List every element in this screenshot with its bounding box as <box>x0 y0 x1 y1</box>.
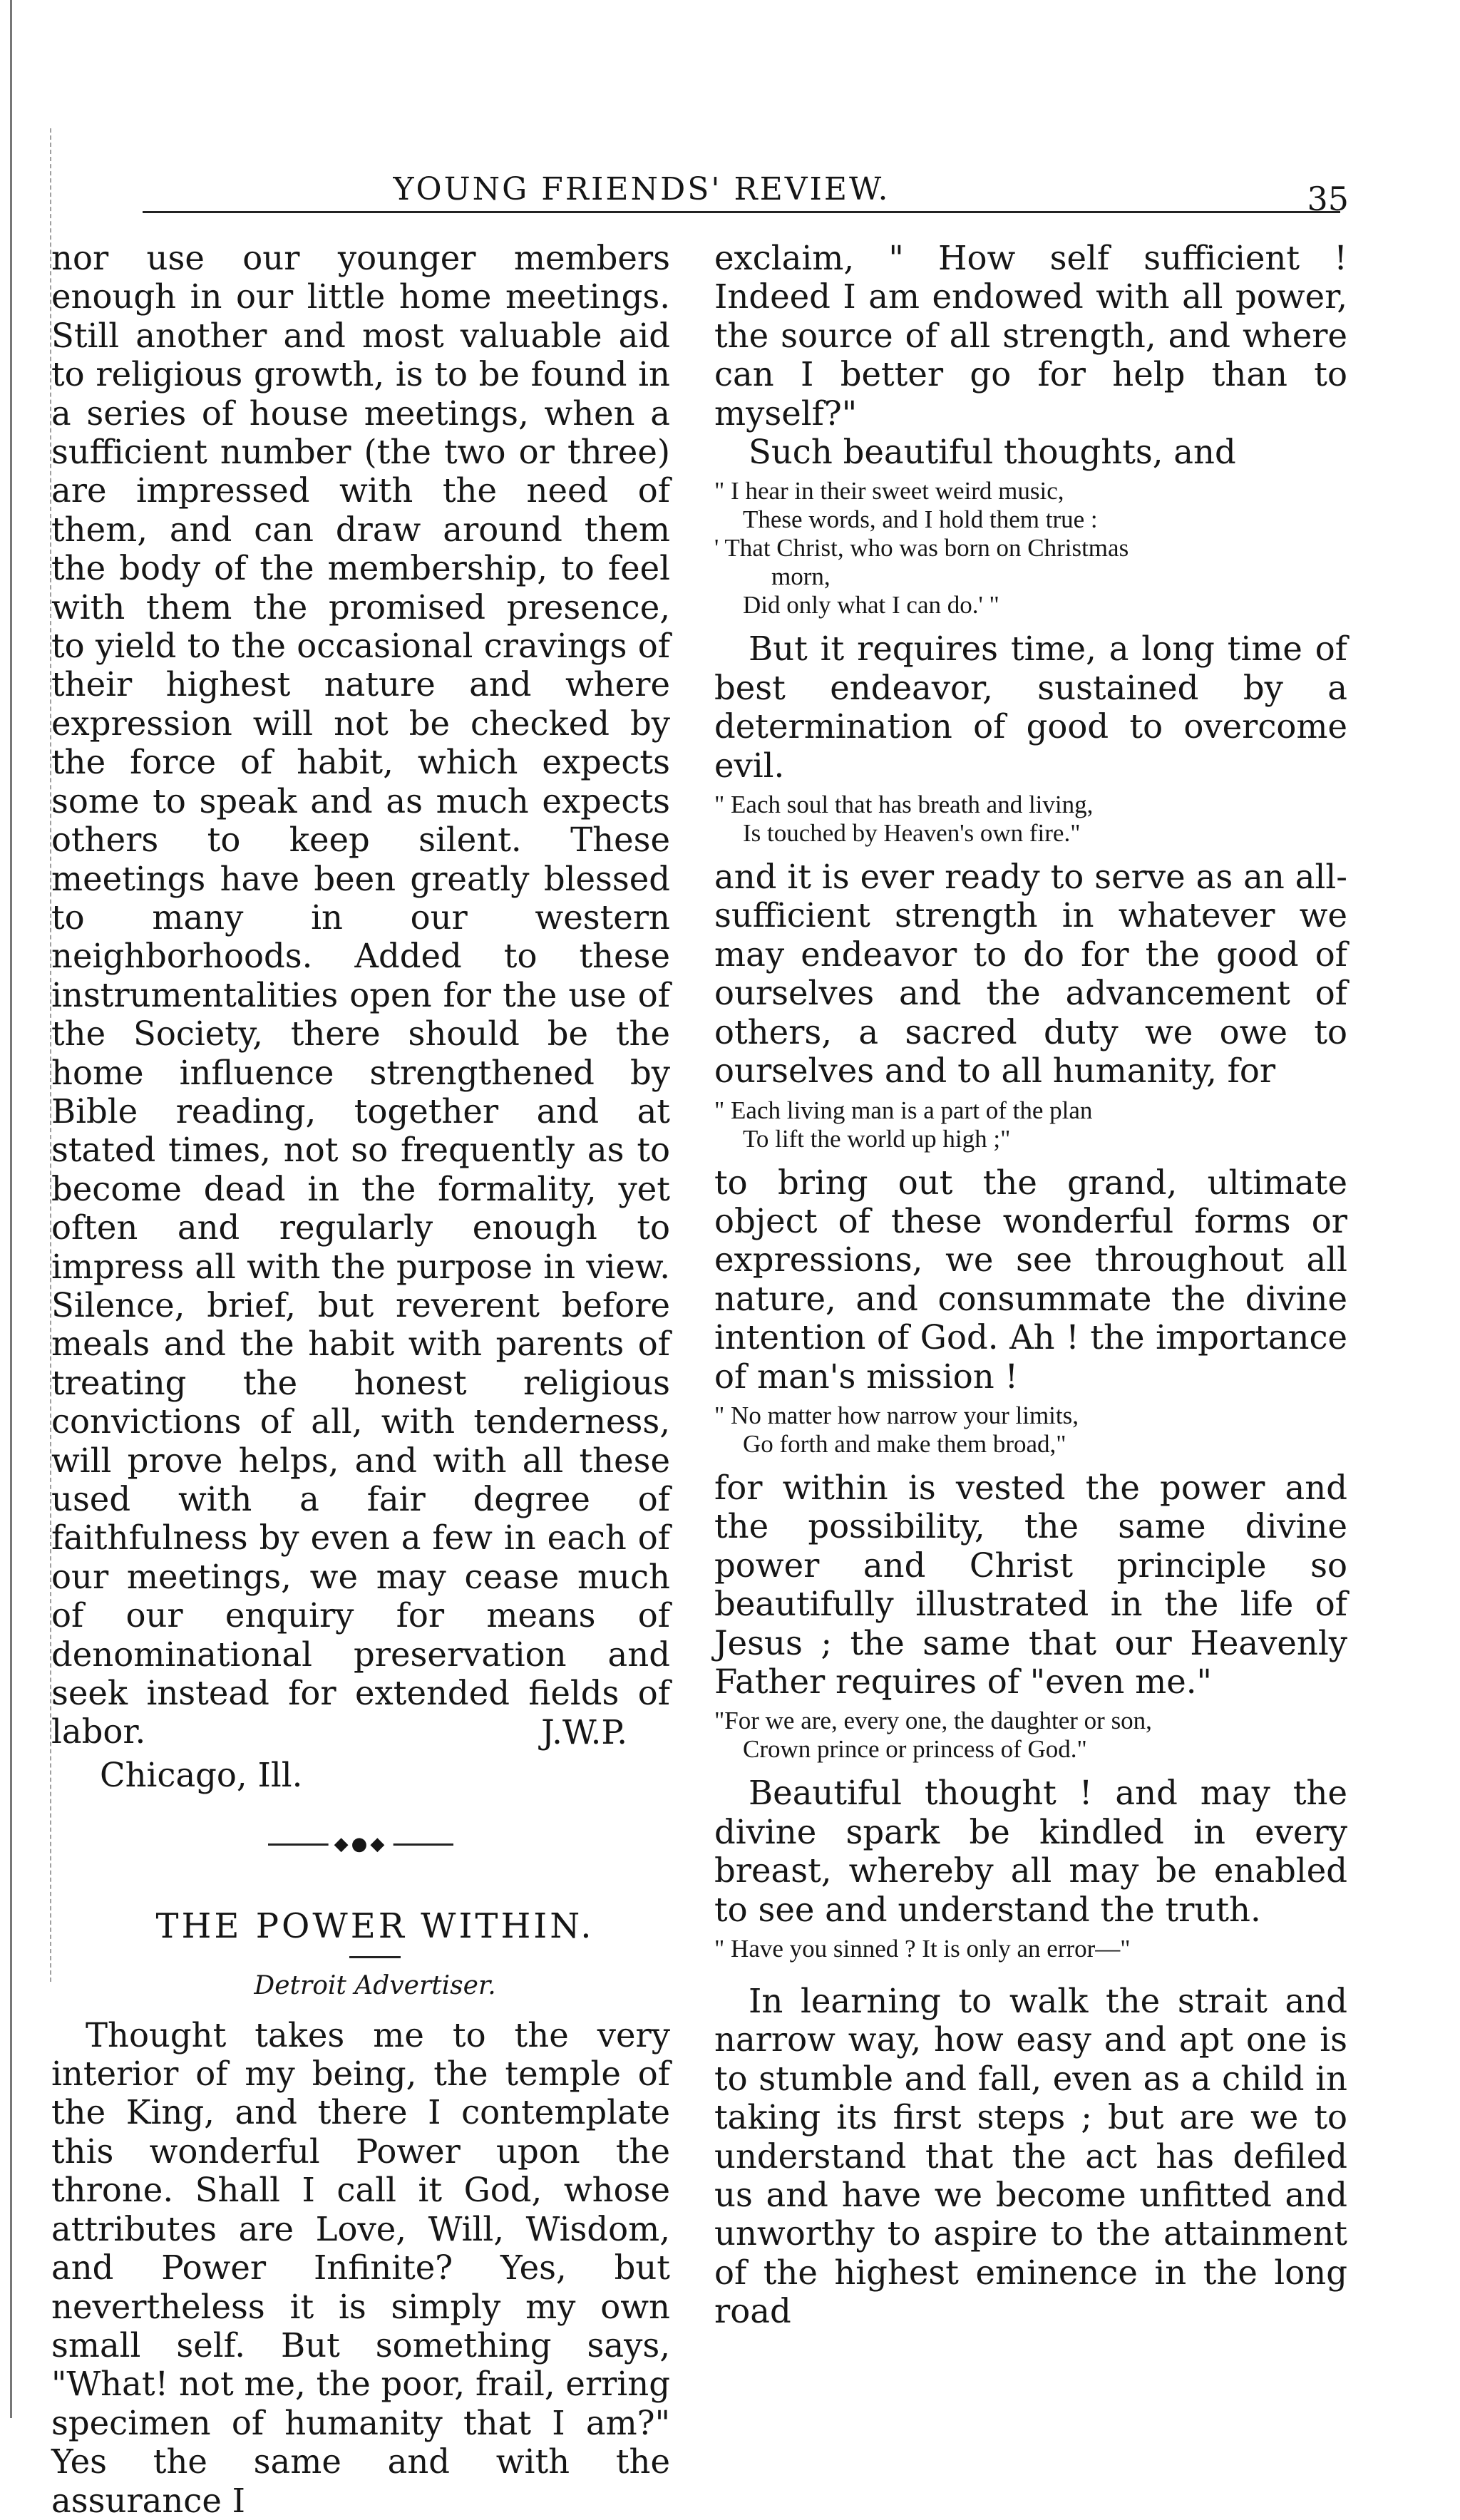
verse-quote-1 <box>714 477 1347 619</box>
left-column <box>51 239 670 2520</box>
verse-line: Is touched by Heaven's own fire." <box>743 819 1081 848</box>
page-number: 35 <box>1307 180 1349 218</box>
verse-line: " I hear in their sweet weird music, <box>714 477 1064 505</box>
scan-margin-artifact <box>0 128 51 1982</box>
verse-quote-2 <box>714 791 1347 848</box>
article-title: THE POWER WITHIN. <box>155 1906 595 1946</box>
signature-text: J.W.P. <box>541 1712 627 1752</box>
right-paragraph-1: exclaim, " How self sufficient ! Indeed I am endowed with all power, the source of all strength, and where can I better go for help than to myself?" <box>714 239 1347 433</box>
spacer <box>714 1973 1347 1982</box>
left-paragraph-2: Thought takes me to the very interior of my being, the temple of the King, and there I contemplate this wonderful Power upon the throne. Shall I call it God, whose attributes are Love, Will, Wisdom, and Power Infinite? Yes, but nevertheless it is simply my own small self. But something says, "What! not me, the poor, frail, erring specimen of humanity that I am?" Yes the same and with the assurance I <box>51 2015 670 2520</box>
article-source: Detroit Advertiser. <box>254 1970 496 2000</box>
verse-quote-3 <box>714 1096 1347 1153</box>
verse-line: Crown prince or princess of God." <box>743 1735 1087 1764</box>
verse-line: " No matter how narrow your limits, <box>714 1401 1079 1429</box>
verse-line: ' That Christ, who was born on Christmas <box>714 534 1129 562</box>
right-paragraph-7: Beautiful thought ! and may the divine spark be kindled in every breast, whereby all may be enabled to see and understand the truth. <box>714 1774 1347 1929</box>
verse-quote-4 <box>714 1402 1347 1459</box>
verse-quote-6 <box>714 1935 1347 1963</box>
left-paragraph-1: nor use our younger members enough in our little home meetings. Still another and most valuable aid to religious growth, is to be found in a series of house meetings, when a sufficient number (the two or three) are impressed with the need of them, and can draw around them the body of the membership, to feel with them the promised presence, to yield to the occasional cravings of their highest nature and where expression will not be checked by the force of habit, which expects some to speak and as much expects others to keep silent. These meetings have been greatly blessed to many in our western neighborhoods. Added to these instrumentalities open for the use of the Society, there should be the home influence strengthened by Bible reading, together and at stated times, not so frequently as to become dead in the formality, yet often and regularly enough to impress all with the purpose in view. Silence, brief, but reverent before meals and the habit with parents of treating the honest religious convictions of all, with tenderness, will prove helps, and with all these used with a fair degree of faithfulness by even a few in each of our meetings, we may cease much of our enquiry for means of denominational preservation and seek instead for extended fields of labor. <box>51 239 670 1752</box>
section-divider <box>268 1834 453 1855</box>
verse-quote-5 <box>714 1707 1347 1764</box>
verse-line: " Each soul that has breath and living, <box>714 791 1094 819</box>
verse-line: morn, <box>771 562 831 591</box>
dateline-place: Chicago, Ill. <box>100 1756 303 1795</box>
right-paragraph-2: Such beautiful thoughts, and <box>749 433 1236 472</box>
running-title: YOUNG FRIENDS' REVIEW. <box>393 171 890 207</box>
verse-line: " Have you sinned ? It is only an error—" <box>714 1935 1131 1963</box>
page-header <box>143 165 1349 218</box>
divider-ornament: ◆●◆ <box>329 1834 394 1855</box>
verse-line: " Each living man is a part of the plan <box>714 1096 1093 1124</box>
verse-line: These words, and I hold them true : <box>743 505 1098 534</box>
verse-line: "For we are, every one, the daughter or son, <box>714 1707 1152 1735</box>
right-column <box>714 239 1347 2331</box>
verse-line: Did only what I can do.' " <box>743 591 999 619</box>
right-paragraph-3: But it requires time, a long time of best endeavor, sustained by a determination of good to overcome evil. <box>714 629 1347 785</box>
verse-line: Go forth and make them broad," <box>743 1429 1066 1458</box>
right-paragraph-5: to bring out the grand, ultimate object of these wonderful forms or expressions, we see throughout all nature, and consummate the divine intention of God. Ah ! the importance of man's mission ! <box>714 1163 1347 1396</box>
right-paragraph-6: for within is vested the power and the possibility, the same divine power and Christ principle so beautifully illustrated in the life of Jesus ; the same that our Heavenly Father requires of "even me." <box>714 1468 1347 1701</box>
right-paragraph-8: In learning to walk the strait and narrow way, how easy and apt one is to stumble and fall, even as a child in taking its first steps ; but are we to understand that the act has defiled us and have we become unfitted and unworthy to aspire to the attainment of the highest eminence in the long road <box>714 1982 1347 2331</box>
verse-line: To lift the world up high ;" <box>743 1124 1011 1153</box>
title-rule <box>349 1956 401 1958</box>
right-paragraph-4: and it is ever ready to serve as an all-sufficient strength in whatever we may endeavor to do for the good of ourselves and the advancement of others, a sacred duty we owe to ourselves and to all humanity, for <box>714 858 1347 1091</box>
